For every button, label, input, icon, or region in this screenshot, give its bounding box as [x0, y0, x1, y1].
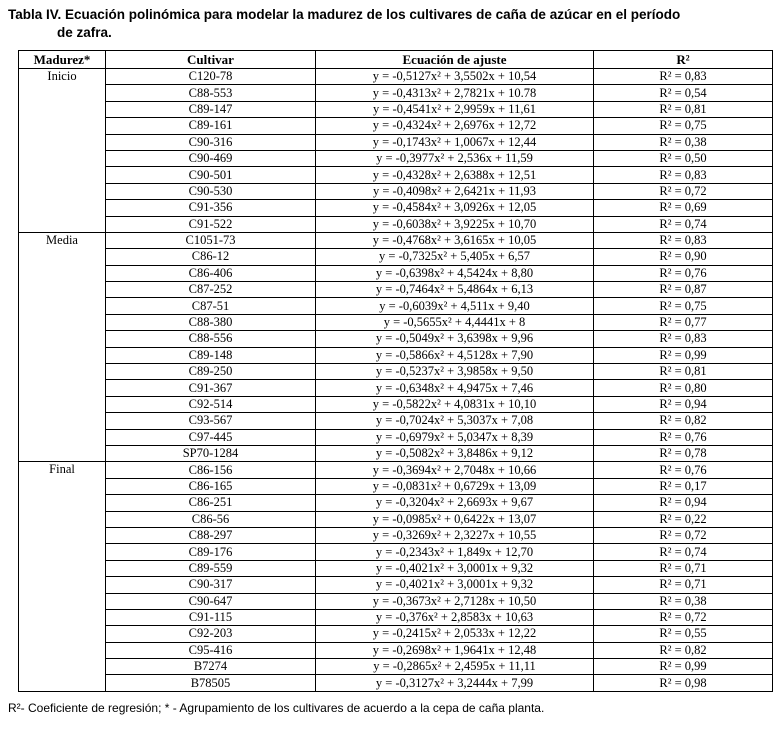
- equation-cell: y = -0,4324x² + 2,6976x + 12,72: [316, 118, 594, 134]
- r2-cell: R² = 0,74: [594, 216, 773, 232]
- r2-cell: R² = 0,82: [594, 642, 773, 658]
- col-header-ecuacion: Ecuación de ajuste: [316, 51, 594, 69]
- col-header-r2: R²: [594, 51, 773, 69]
- cultivar-cell: C88-553: [106, 85, 316, 101]
- table-row: [19, 249, 773, 265]
- cultivar-cell: C86-165: [106, 478, 316, 494]
- table-row: [19, 593, 773, 609]
- cultivar-cell: C90-317: [106, 577, 316, 593]
- table-row: [19, 347, 773, 363]
- cultivar-cell: B7274: [106, 659, 316, 675]
- equation-cell: y = -0,6039x² + 4,511x + 9,40: [316, 298, 594, 314]
- table-row: [19, 511, 773, 527]
- r2-cell: R² = 0,38: [594, 593, 773, 609]
- table-row: [19, 150, 773, 166]
- equation-cell: y = -0,1743x² + 1,0067x + 12,44: [316, 134, 594, 150]
- cultivar-cell: C91-115: [106, 609, 316, 625]
- r2-cell: R² = 0,76: [594, 265, 773, 281]
- cultivar-cell: C91-367: [106, 380, 316, 396]
- table-title-line2: de zafra.: [57, 25, 112, 40]
- r2-cell: R² = 0,54: [594, 85, 773, 101]
- cultivar-cell: C88-297: [106, 527, 316, 543]
- equation-cell: y = -0,4021x² + 3,0001x + 9,32: [316, 577, 594, 593]
- cultivar-cell: SP70-1284: [106, 445, 316, 461]
- equation-cell: y = -0,3673x² + 2,7128x + 10,50: [316, 593, 594, 609]
- table-title: [8, 6, 784, 42]
- cultivar-cell: C120-78: [106, 69, 316, 85]
- equation-cell: y = -0,4584x² + 3,0926x + 12,05: [316, 200, 594, 216]
- cultivar-cell: C91-522: [106, 216, 316, 232]
- table-row: [19, 445, 773, 461]
- table-row: [19, 200, 773, 216]
- equation-cell: y = -0,376x² + 2,8583x + 10,63: [316, 609, 594, 625]
- table-row: [19, 364, 773, 380]
- equation-cell: y = -0,0831x² + 0,6729x + 13,09: [316, 478, 594, 494]
- cultivar-cell: C1051-73: [106, 232, 316, 248]
- equation-cell: y = -0,3269x² + 2,3227x + 10,55: [316, 527, 594, 543]
- table-row: [19, 577, 773, 593]
- r2-cell: R² = 0,72: [594, 183, 773, 199]
- r2-cell: R² = 0,77: [594, 314, 773, 330]
- r2-cell: R² = 0,71: [594, 560, 773, 576]
- cultivar-cell: C88-556: [106, 331, 316, 347]
- table-row: [19, 331, 773, 347]
- table-row: [19, 298, 773, 314]
- cultivar-cell: C89-559: [106, 560, 316, 576]
- equation-cell: y = -0,4021x² + 3,0001x + 9,32: [316, 560, 594, 576]
- equation-cell: y = -0,6348x² + 4,9475x + 7,46: [316, 380, 594, 396]
- table-row: [19, 396, 773, 412]
- r2-cell: R² = 0,94: [594, 396, 773, 412]
- r2-cell: R² = 0,75: [594, 298, 773, 314]
- table-row: [19, 675, 773, 691]
- table-row: [19, 560, 773, 576]
- r2-cell: R² = 0,99: [594, 659, 773, 675]
- cultivar-cell: C93-567: [106, 413, 316, 429]
- r2-cell: R² = 0,94: [594, 495, 773, 511]
- table-row: [19, 85, 773, 101]
- cultivar-cell: C90-501: [106, 167, 316, 183]
- equation-cell: y = -0,5866x² + 4,5128x + 7,90: [316, 347, 594, 363]
- equation-cell: y = -0,3694x² + 2,7048x + 10,66: [316, 462, 594, 478]
- header-row: [19, 51, 773, 69]
- equation-cell: y = -0,3204x² + 2,6693x + 9,67: [316, 495, 594, 511]
- r2-cell: R² = 0,82: [594, 413, 773, 429]
- equation-cell: y = -0,5822x² + 4,0831x + 10,10: [316, 396, 594, 412]
- cultivar-cell: C92-514: [106, 396, 316, 412]
- cultivar-cell: C90-469: [106, 150, 316, 166]
- equation-cell: y = -0,4098x² + 2,6421x + 11,93: [316, 183, 594, 199]
- r2-cell: R² = 0,81: [594, 364, 773, 380]
- madurez-group-label: Inicio: [19, 69, 106, 233]
- table-row: [19, 478, 773, 494]
- table-row: [19, 183, 773, 199]
- r2-cell: R² = 0,76: [594, 462, 773, 478]
- equation-cell: y = -0,6398x² + 4,5424x + 8,80: [316, 265, 594, 281]
- r2-cell: R² = 0,83: [594, 167, 773, 183]
- madurez-group-label: Media: [19, 232, 106, 461]
- equation-cell: y = -0,2865x² + 2,4595x + 11,11: [316, 659, 594, 675]
- cultivar-cell: C86-156: [106, 462, 316, 478]
- table-body: [19, 69, 773, 692]
- equation-cell: y = -0,2698x² + 1,9641x + 12,48: [316, 642, 594, 658]
- table-row: [19, 118, 773, 134]
- cultivar-cell: C90-530: [106, 183, 316, 199]
- equation-cell: y = -0,2343x² + 1,849x + 12,70: [316, 544, 594, 560]
- equation-cell: y = -0,7464x² + 5,4864x + 6,13: [316, 282, 594, 298]
- r2-cell: R² = 0,74: [594, 544, 773, 560]
- equation-cell: y = -0,3977x² + 2,536x + 11,59: [316, 150, 594, 166]
- cultivar-cell: C89-147: [106, 101, 316, 117]
- r2-cell: R² = 0,81: [594, 101, 773, 117]
- equation-cell: y = -0,4541x² + 2,9959x + 11,61: [316, 101, 594, 117]
- cultivar-cell: C87-51: [106, 298, 316, 314]
- cultivar-cell: C97-445: [106, 429, 316, 445]
- table-row: [19, 216, 773, 232]
- r2-cell: R² = 0,55: [594, 626, 773, 642]
- col-header-cultivar: Cultivar: [106, 51, 316, 69]
- table-row: [19, 101, 773, 117]
- table-row: [19, 69, 773, 85]
- equation-cell: y = -0,5127x² + 3,5502x + 10,54: [316, 69, 594, 85]
- cultivar-cell: C92-203: [106, 626, 316, 642]
- equation-cell: y = -0,3127x² + 3,2444x + 7,99: [316, 675, 594, 691]
- equation-cell: y = -0,0985x² + 0,6422x + 13,07: [316, 511, 594, 527]
- table-row: [19, 642, 773, 658]
- r2-cell: R² = 0,17: [594, 478, 773, 494]
- r2-cell: R² = 0,22: [594, 511, 773, 527]
- col-header-madurez: Madurez*: [19, 51, 106, 69]
- r2-cell: R² = 0,69: [594, 200, 773, 216]
- cultivar-cell: C86-251: [106, 495, 316, 511]
- table-row: [19, 626, 773, 642]
- equation-cell: y = -0,5655x² + 4,4441x + 8: [316, 314, 594, 330]
- madurez-group-label: Final: [19, 462, 106, 691]
- table-title-line1: Tabla IV. Ecuación polinómica para modelar la madurez de los cultivares de caña de azúcar en el período: [8, 7, 681, 22]
- r2-cell: R² = 0,71: [594, 577, 773, 593]
- footnote: R²- Coeficiente de regresión; * - Agrupamiento de los cultivares de acuerdo a la cepa de caña planta.: [8, 700, 545, 715]
- table-row: [19, 659, 773, 675]
- table-row: [19, 265, 773, 281]
- equation-cell: y = -0,7024x² + 5,3037x + 7,08: [316, 413, 594, 429]
- cultivar-cell: C95-416: [106, 642, 316, 658]
- table-row: [19, 544, 773, 560]
- equation-cell: y = -0,7325x² + 5,405x + 6,57: [316, 249, 594, 265]
- table-row: [19, 609, 773, 625]
- cultivar-cell: C89-176: [106, 544, 316, 560]
- equation-cell: y = -0,6038x² + 3,9225x + 10,70: [316, 216, 594, 232]
- equation-cell: y = -0,5049x² + 3,6398x + 9,96: [316, 331, 594, 347]
- table-row: [19, 134, 773, 150]
- r2-cell: R² = 0,38: [594, 134, 773, 150]
- table-row: [19, 495, 773, 511]
- r2-cell: R² = 0,72: [594, 609, 773, 625]
- cultivar-cell: C89-161: [106, 118, 316, 134]
- table-row: [19, 429, 773, 445]
- cultivar-cell: C91-356: [106, 200, 316, 216]
- r2-cell: R² = 0,78: [594, 445, 773, 461]
- cultivar-cell: C88-380: [106, 314, 316, 330]
- equation-cell: y = -0,2415x² + 2,0533x + 12,22: [316, 626, 594, 642]
- r2-cell: R² = 0,99: [594, 347, 773, 363]
- cultivar-cell: C86-12: [106, 249, 316, 265]
- maturity-equations-table: [18, 50, 773, 692]
- table-row: [19, 413, 773, 429]
- table-row: [19, 282, 773, 298]
- table-row: [19, 314, 773, 330]
- table-row: [19, 462, 773, 478]
- equation-cell: y = -0,5237x² + 3,9858x + 9,50: [316, 364, 594, 380]
- r2-cell: R² = 0,87: [594, 282, 773, 298]
- cultivar-cell: C90-647: [106, 593, 316, 609]
- r2-cell: R² = 0,98: [594, 675, 773, 691]
- table-row: [19, 232, 773, 248]
- r2-cell: R² = 0,83: [594, 69, 773, 85]
- cultivar-cell: C90-316: [106, 134, 316, 150]
- table-row: [19, 167, 773, 183]
- cultivar-cell: C87-252: [106, 282, 316, 298]
- cultivar-cell: C86-56: [106, 511, 316, 527]
- cultivar-cell: C86-406: [106, 265, 316, 281]
- r2-cell: R² = 0,90: [594, 249, 773, 265]
- r2-cell: R² = 0,76: [594, 429, 773, 445]
- r2-cell: R² = 0,83: [594, 331, 773, 347]
- r2-cell: R² = 0,75: [594, 118, 773, 134]
- r2-cell: R² = 0,72: [594, 527, 773, 543]
- equation-cell: y = -0,4328x² + 2,6388x + 12,51: [316, 167, 594, 183]
- cultivar-cell: C89-250: [106, 364, 316, 380]
- equation-cell: y = -0,6979x² + 5,0347x + 8,39: [316, 429, 594, 445]
- equation-cell: y = -0,5082x² + 3,8486x + 9,12: [316, 445, 594, 461]
- cultivar-cell: C89-148: [106, 347, 316, 363]
- table-row: [19, 527, 773, 543]
- cultivar-cell: B78505: [106, 675, 316, 691]
- table-row: [19, 380, 773, 396]
- r2-cell: R² = 0,50: [594, 150, 773, 166]
- equation-cell: y = -0,4768x² + 3,6165x + 10,05: [316, 232, 594, 248]
- r2-cell: R² = 0,80: [594, 380, 773, 396]
- equation-cell: y = -0,4313x² + 2,7821x + 10.78: [316, 85, 594, 101]
- r2-cell: R² = 0,83: [594, 232, 773, 248]
